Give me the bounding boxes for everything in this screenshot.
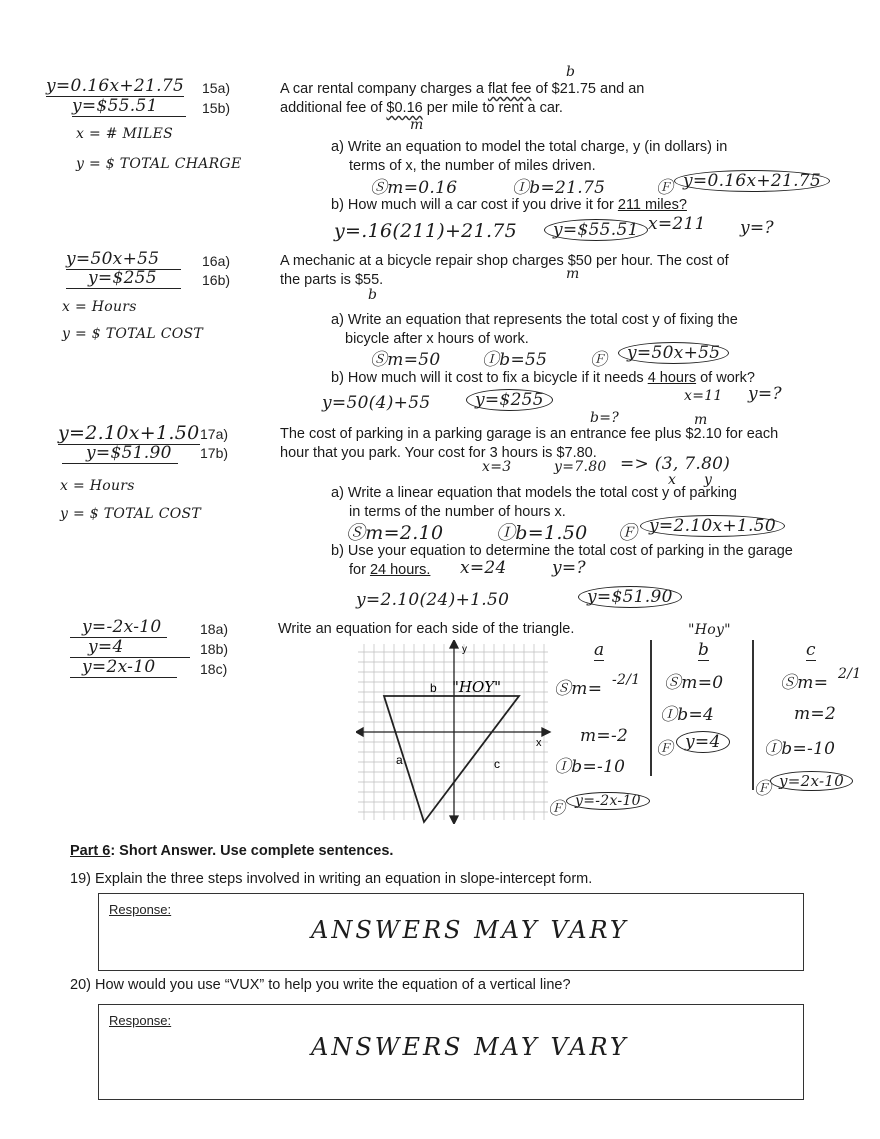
q17-work-point-y: y=7.80 — [554, 459, 607, 475]
q18-col-c-slope: Ⓢm= — [780, 673, 829, 693]
q20-response-label: Response: — [109, 1013, 172, 1028]
q15-work-b-final: y=$55.51 — [544, 219, 648, 241]
q17-mark-b: b=? — [590, 410, 620, 426]
q16-text-1: A mechanic at a bicycle repair shop charges $50 per hour. The cost of — [280, 253, 729, 269]
q18c-number: 18c) — [200, 661, 228, 677]
q18-col-b-slope: Ⓢm=0 — [664, 673, 724, 693]
q17-mark-m: m — [694, 412, 708, 428]
q15b-number: 15b) — [202, 100, 231, 116]
q16-work-b-final: y=$255 — [466, 389, 553, 411]
q16-work-a-final-label: Ⓕ — [590, 350, 608, 370]
q18c-answer: y=2x-10 — [70, 657, 177, 677]
graph-axes — [356, 640, 550, 824]
q16b-number: 16b) — [202, 272, 231, 288]
q17-text-2: hour that you park. Your cost for 3 hours is $7.80. — [280, 445, 597, 461]
q15b-answer: y=$55.51 — [72, 96, 186, 116]
q19-response-answer: ANSWERS MAY VARY — [311, 916, 629, 944]
q17-work-a-intercept: Ⓘb=1.50 — [496, 522, 588, 544]
q16-var-x: x = Hours — [62, 299, 137, 315]
q15-work-b-y: y=? — [740, 218, 774, 238]
q20-text: 20) How would you use “VUX” to help you write the equation of a vertical line? — [70, 977, 571, 993]
q17-text-1: The cost of parking in a parking garage is an entrance fee plus $2.10 for each — [280, 426, 779, 442]
q16-text-2: the parts is $55. — [280, 272, 384, 288]
q15-work-b: y=.16(211)+21.75 — [334, 220, 518, 242]
q15-part-b: b) How much will a car cost if you drive it for 211 miles? — [331, 197, 687, 213]
q18-col-a-final: y=-2x-10 — [566, 792, 650, 810]
q17-part-a-line2: in terms of the number of hours x. — [349, 504, 566, 520]
q18-col-b-hoy: "Hoy" — [688, 622, 731, 638]
q17-work-point: => (3, 7.80) — [620, 454, 731, 474]
graph-hoy-label: "HOY" — [452, 678, 502, 696]
column-divider-1 — [650, 640, 652, 776]
q16a-number: 16a) — [202, 253, 231, 269]
q16-work-b: y=50(4)+55 — [322, 393, 431, 413]
q18a-answer: y=-2x-10 — [70, 617, 167, 637]
q17-part-a-line1: a) Write a linear equation that models the total cost y of parking — [331, 485, 737, 501]
q20-response-answer: ANSWERS MAY VARY — [311, 1033, 629, 1061]
q18b-answer: y=4 — [70, 637, 190, 657]
q16-part-a-line2: bicycle after x hours of work. — [345, 331, 529, 347]
q17-part-b-line1: b) Use your equation to determine the total cost of parking in the garage — [331, 543, 793, 559]
q15-var-y: y = $ TOTAL CHARGE — [76, 156, 242, 172]
q17b-number: 17b) — [200, 445, 229, 461]
q17-work-point-x: x=3 — [482, 459, 512, 475]
q16-part-a-line1: a) Write an equation that represents the total cost y of fixing the — [331, 312, 738, 328]
q18a-number: 18a) — [200, 621, 229, 637]
q17-var-x: x = Hours — [60, 478, 135, 494]
part6-heading: Part 6: Short Answer. Use complete sentences. — [70, 843, 394, 859]
q17-work-a-final-label: Ⓕ — [618, 522, 638, 544]
q15-work-a-final-label: Ⓕ — [656, 178, 674, 198]
graph-a-label: a — [396, 753, 403, 767]
q16-work-a-intercept: Ⓘb=55 — [482, 350, 548, 370]
q17b-answer: y=$51.90 — [62, 443, 178, 463]
q17-part-b-line2: for 24 hours. — [349, 562, 431, 578]
graph-y-label: y — [462, 644, 467, 655]
q16-work-a-final: y=50x+55 — [618, 342, 729, 364]
q16-var-y: y = $ TOTAL COST — [62, 326, 204, 342]
q15a-number: 15a) — [202, 80, 231, 96]
q18-text: Write an equation for each side of the triangle. — [278, 621, 575, 637]
q15-work-b-x: x=211 — [648, 214, 706, 234]
q18-col-b-intercept: Ⓘb=4 — [660, 705, 715, 725]
q17-work-b-y: y=? — [552, 558, 586, 578]
q16-work-a-slope: Ⓢm=50 — [370, 350, 441, 370]
q19-response-label: Response: — [109, 902, 172, 917]
q18-col-c-final-label: Ⓕ — [754, 779, 772, 799]
q15-work-a-intercept: Ⓘb=21.75 — [512, 178, 606, 198]
graph-b-label: b — [430, 681, 437, 695]
q18-col-a-slope: Ⓢm= — [554, 679, 603, 699]
q17-work-b-x: x=24 — [460, 558, 507, 578]
q19-text: 19) Explain the three steps involved in writing an equation in slope-intercept form. — [70, 871, 593, 887]
q15-text-2: additional fee of $0.16 per mile to rent a car. — [280, 100, 563, 116]
q15-text-1: A car rental company charges a flat fee of $21.75 and an — [280, 81, 645, 97]
q17-work-b: y=2.10(24)+1.50 — [356, 590, 510, 610]
q15-mark-m: m — [410, 117, 424, 133]
graph-c-label: c — [494, 757, 500, 771]
q17a-answer: y=2.10x+1.50 — [58, 422, 200, 444]
q18-col-c-head: c — [806, 640, 816, 660]
column-divider-2 — [752, 640, 754, 790]
triangle-graph — [356, 640, 552, 824]
q16-work-b-y: y=? — [748, 384, 782, 404]
q15-part-a-line2: terms of x, the number of miles driven. — [349, 158, 596, 174]
q18-col-a-intercept: Ⓘb=-10 — [554, 757, 626, 777]
q19-response-box[interactable] — [98, 893, 804, 971]
q18-col-a-head: a — [594, 640, 605, 660]
q16-work-b-x: x=11 — [684, 388, 723, 404]
q16-mark-m: m — [566, 266, 580, 282]
q18-col-c-m: m=2 — [794, 704, 837, 724]
q17-work-point-y-sub: y — [704, 472, 713, 488]
q16-mark-b: b — [368, 287, 378, 303]
q18-col-b-final: y=4 — [676, 731, 730, 753]
q17-work-a-final: y=2.10x+1.50 — [640, 515, 785, 537]
q17-work-a-slope: Ⓢm=2.10 — [346, 522, 444, 544]
q15a-answer: y=0.16x+21.75 — [46, 76, 185, 96]
q18-col-c-frac: 2/1 — [838, 666, 862, 682]
q15-var-x: x = # MILES — [76, 126, 173, 142]
q15-part-a-line1: a) Write an equation to model the total charge, y (in dollars) in — [331, 139, 728, 155]
q18-col-b-final-label: Ⓕ — [656, 739, 674, 759]
q17-work-b-final: y=$51.90 — [578, 586, 682, 608]
q15-mark-b: b — [566, 64, 576, 80]
graph-x-label: x — [536, 737, 542, 749]
q18-col-c-intercept: Ⓘb=-10 — [764, 739, 836, 759]
q17a-number: 17a) — [200, 426, 229, 442]
q17-var-y: y = $ TOTAL COST — [60, 506, 202, 522]
q16-part-b: b) How much will it cost to fix a bicycle if it needs 4 hours of work? — [331, 370, 755, 386]
q18-col-c-final: y=2x-10 — [770, 771, 853, 791]
q17-work-point-x-sub: x — [668, 472, 677, 488]
q18-col-a-final-label: Ⓕ — [548, 799, 566, 819]
q15-work-a-final: y=0.16x+21.75 — [674, 170, 830, 192]
q16a-answer: y=50x+55 — [66, 249, 181, 269]
q20-response-box[interactable] — [98, 1004, 804, 1100]
q18-col-b-head: b — [698, 640, 710, 660]
q18b-number: 18b) — [200, 641, 229, 657]
q18-col-a-frac: -2/1 — [612, 672, 641, 688]
q18-col-a-m: m=-2 — [580, 726, 629, 746]
q16b-answer: y=$255 — [66, 268, 181, 288]
q15-work-a-slope: Ⓢm=0.16 — [370, 178, 458, 198]
